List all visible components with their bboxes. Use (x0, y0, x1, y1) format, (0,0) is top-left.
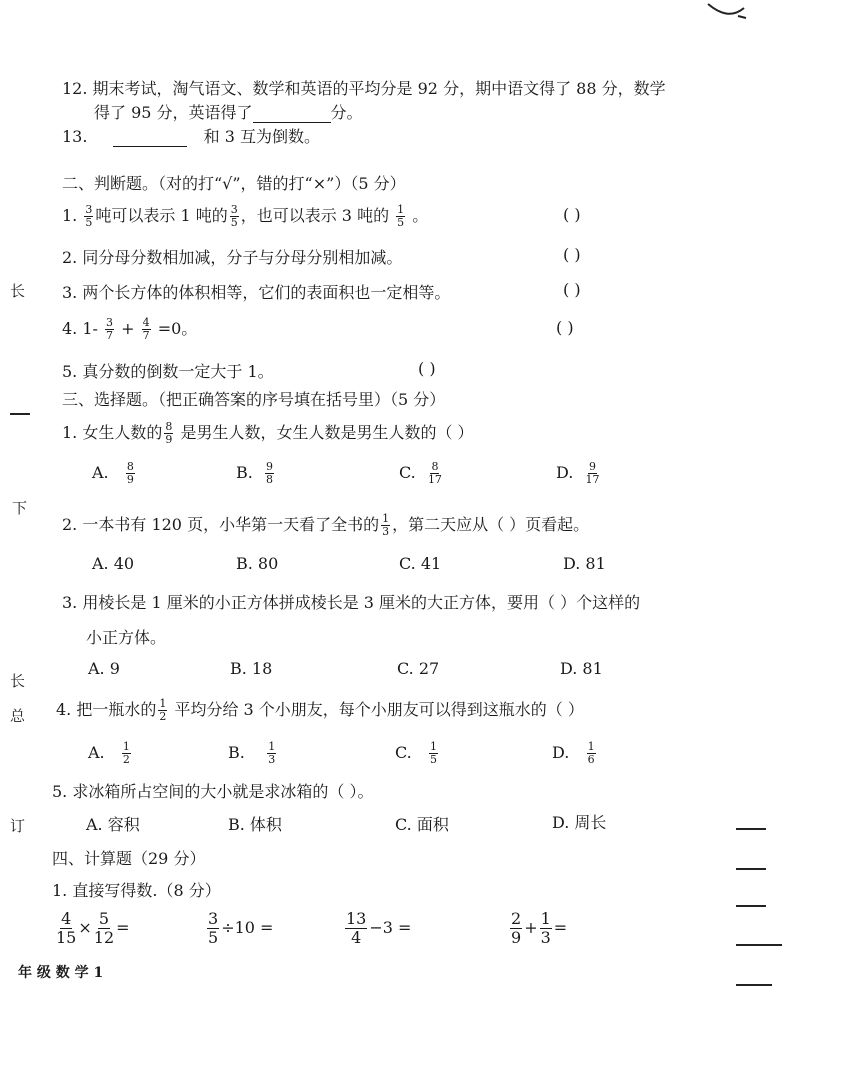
q13-label: 13. (62, 127, 88, 146)
margin-mark-4: 总 (10, 707, 26, 725)
judge1-text-d: 。 (412, 206, 429, 225)
right-margin-dash (736, 868, 766, 870)
right-margin-dash (736, 828, 766, 830)
judge3-answer-paren[interactable]: ( ) (563, 280, 581, 299)
choice5-option-b[interactable]: B. 体积 (228, 815, 282, 834)
choice-item-2 (62, 512, 589, 538)
calc-expression-1[interactable] (54, 910, 130, 947)
fraction-3-5: $\frac{3}{5}$ (230, 203, 238, 229)
calc1-title: 1. 直接写得数.（8 分） (52, 881, 221, 900)
q12-line1: 12. 期末考试，淘气语文、数学和英语的平均分是 92 分，期中语文得了 88 分，数学 (62, 79, 666, 98)
fraction-3-7: $\frac{3}{7}$ (106, 316, 114, 342)
choice1-option-d[interactable]: D. $\frac{9}{17}$ (556, 460, 600, 486)
right-margin-dash (736, 984, 772, 986)
choice3-option-c[interactable]: C. 27 (397, 659, 440, 678)
choice-item-4 (56, 697, 584, 723)
fraction-1-2: $\frac{1}{2}$ (122, 740, 130, 766)
times-sign: × (78, 918, 92, 937)
page-footer: 年 级 数 学 1 (18, 965, 104, 981)
margin-mark-2: 下 (12, 499, 28, 517)
q12-line2 (94, 100, 363, 123)
margin-mark-3: 长 (10, 672, 26, 690)
choice4-option-c[interactable]: C. $\frac{1}{5}$ (395, 740, 438, 766)
judge1-text-c: ，也可以表示 3 吨的 (240, 206, 390, 225)
fraction-3-5: $\frac{3}{5}$ (85, 203, 93, 229)
choice3-option-b[interactable]: B. 18 (230, 659, 273, 678)
choice4-option-a[interactable]: A. $\frac{1}{2}$ (88, 740, 130, 766)
q12-text-a: 得了 95 分，英语得了 (94, 103, 253, 122)
judge-item-1 (62, 203, 428, 229)
judge-item-2: 2. 同分母分数相加减，分子与分母分别相加减。 (62, 248, 403, 267)
choice1-text-b: 是男生人数，女生人数是男生人数的（ ） (180, 423, 474, 442)
choice3-line1: 3. 用棱长是 1 厘米的小正方体拼成棱长是 3 厘米的大正方体，要用（ ）个这样的 (62, 593, 641, 612)
choice2-option-d[interactable]: D. 81 (563, 554, 606, 573)
choice2-option-b[interactable]: B. 80 (236, 554, 279, 573)
judge-item-4 (62, 316, 197, 342)
judge4-answer-paren[interactable]: ( ) (556, 318, 574, 337)
fraction-1-3: $\frac{1}{3}$ (382, 512, 390, 538)
fraction-1-6: $\frac{1}{6}$ (587, 740, 595, 766)
choice2-text-a: 2. 一本书有 120 页，小华第一天看了全书的 (62, 515, 380, 534)
q12-answer-blank[interactable] (253, 122, 331, 123)
plus-sign: + (524, 918, 538, 937)
fraction-13-4: $\frac{13}{4}$ (346, 909, 367, 947)
margin-dash (10, 413, 30, 415)
section3-title: 三、选择题。（把正确答案的序号填在括号里）（5 分） (62, 390, 446, 409)
margin-mark-1: 长 (10, 282, 26, 300)
choice2-text-b: ，第二天应从（ ）页看起。 (392, 515, 590, 534)
choice1-option-a[interactable]: A. $\frac{8}{9}$ (92, 460, 134, 486)
choice1-text-a: 1. 女生人数的 (62, 423, 163, 442)
fraction-4-15: $\frac{4}{15}$ (56, 909, 77, 947)
judge1-number: 1. (62, 206, 78, 225)
choice2-option-c[interactable]: C. 41 (399, 554, 442, 573)
fraction-1-5: $\frac{1}{5}$ (397, 203, 405, 229)
fraction-4-7: $\frac{4}{7}$ (142, 316, 150, 342)
choice3-line2: 小正方体。 (86, 628, 167, 647)
margin-mark-5: 订 (10, 817, 26, 835)
fraction-1-3: $\frac{1}{3}$ (268, 740, 276, 766)
choice5-option-c[interactable]: C. 面积 (395, 815, 449, 834)
right-margin-dash (736, 905, 766, 907)
section4-title: 四、计算题（29 分） (52, 849, 206, 868)
choice4-option-b[interactable]: B. $\frac{1}{3}$ (228, 740, 276, 766)
choice3-option-d[interactable]: D. 81 (560, 659, 603, 678)
choice4-option-d[interactable]: D. $\frac{1}{6}$ (552, 740, 595, 766)
fraction-3-5: $\frac{3}{5}$ (208, 909, 219, 947)
judge2-answer-paren[interactable]: ( ) (563, 245, 581, 264)
fraction-1-2: $\frac{1}{2}$ (159, 697, 167, 723)
judge4-plus: + (121, 319, 135, 338)
fraction-2-9: $\frac{2}{9}$ (511, 909, 522, 947)
choice5-question: 5. 求冰箱所占空间的大小就是求冰箱的（ ）。 (52, 782, 374, 801)
judge-item-3: 3. 两个长方体的体积相等，它们的表面积也一定相等。 (62, 283, 451, 302)
calc-expression-2[interactable] (205, 910, 273, 947)
fraction-9-8: $\frac{9}{8}$ (266, 460, 274, 486)
judge1-text-b: 吨可以表示 1 吨的 (95, 206, 228, 225)
choice-item-1 (62, 420, 474, 446)
minus-three: −3 = (369, 918, 412, 937)
calc-expression-4[interactable] (508, 910, 567, 947)
fraction-8-17: $\frac{8}{17}$ (427, 460, 442, 486)
judge4-text-a: 4. 1- (62, 319, 98, 338)
choice4-text-a: 4. 把一瓶水的 (56, 700, 157, 719)
q13-answer-blank[interactable] (113, 146, 187, 147)
choice1-option-c[interactable]: C. $\frac{8}{17}$ (399, 460, 442, 486)
fraction-9-17: $\frac{9}{17}$ (585, 460, 600, 486)
fraction-1-5: $\frac{1}{5}$ (430, 740, 438, 766)
judge1-answer-paren[interactable]: ( ) (563, 205, 581, 224)
choice3-option-a[interactable]: A. 9 (88, 659, 120, 678)
fraction-5-12: $\frac{5}{12}$ (93, 909, 115, 947)
pen-stroke-mark (700, 0, 760, 24)
equals-sign: = (116, 918, 130, 937)
choice2-option-a[interactable]: A. 40 (92, 554, 135, 573)
judge-item-5: 5. 真分数的倒数一定大于 1。 (62, 362, 274, 381)
fraction-8-9: $\frac{8}{9}$ (126, 460, 134, 486)
right-margin-dash (736, 944, 782, 946)
calc-expression-3[interactable] (343, 910, 411, 947)
equals-sign: = (553, 918, 568, 937)
choice4-text-b: 平均分给 3 个小朋友，每个小朋友可以得到这瓶水的（ ） (174, 700, 584, 719)
section2-title: 二、判断题。（对的打“√”，错的打“×”）（5 分） (62, 174, 406, 193)
judge5-answer-paren[interactable]: ( ) (418, 359, 436, 378)
q13 (62, 124, 320, 147)
q12-text-b: 分。 (330, 103, 363, 122)
divide-ten: ÷10 = (221, 918, 274, 937)
choice5-option-d[interactable]: D. 周长 (552, 813, 607, 832)
choice1-option-b[interactable]: B. $\frac{9}{8}$ (236, 460, 274, 486)
fraction-8-9: $\frac{8}{9}$ (165, 420, 173, 446)
fraction-1-3: $\frac{1}{3}$ (540, 909, 551, 947)
choice5-option-a[interactable]: A. 容积 (86, 815, 140, 834)
judge4-text-c: =0。 (157, 319, 198, 338)
q13-text: 和 3 互为倒数。 (203, 127, 320, 146)
